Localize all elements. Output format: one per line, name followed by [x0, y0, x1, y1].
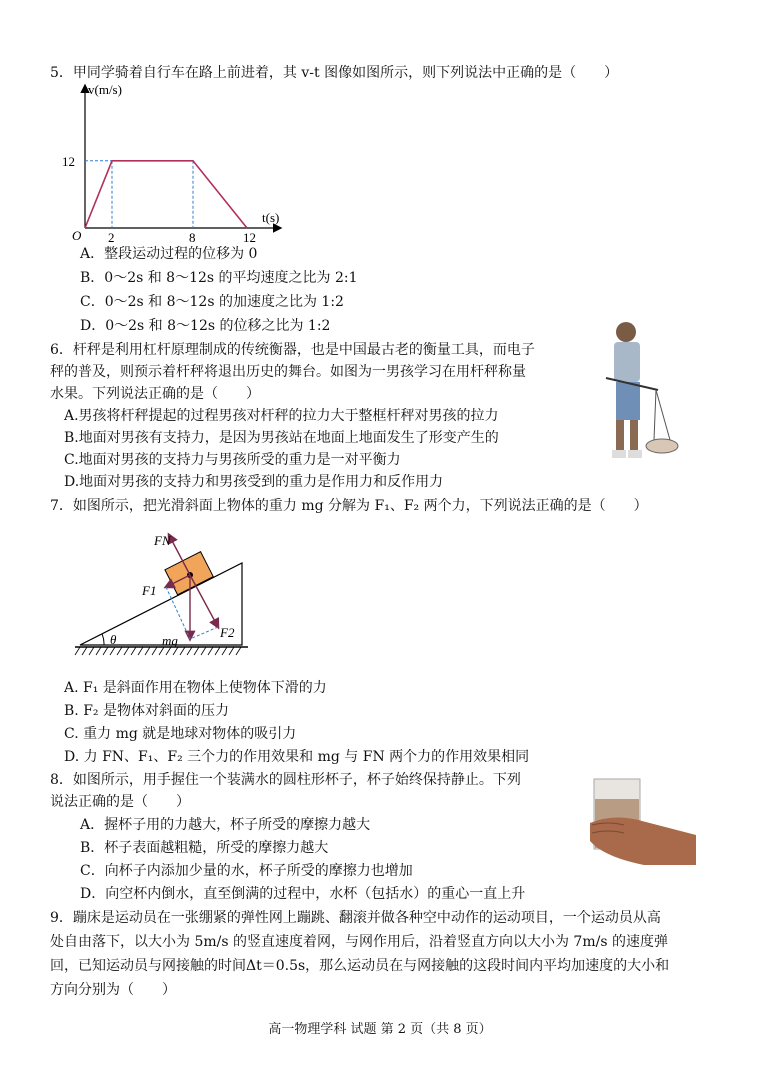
q9-stem-line-3: 回，已知运动员与网接触的时间Δt＝0.5s，那么运动员在与网接触的这段时间内平均加速度的大小和: [50, 958, 670, 974]
q6-option-c: C.地面对男孩的支持力与男孩所受的重力是一对平衡力: [64, 452, 401, 468]
x-tick-label: 8: [189, 230, 196, 245]
q7-stem: 7．如图所示，把光滑斜面上物体的重力 mg 分解为 F₁、F₂ 两个力，下列说法正确的是（ ）: [50, 498, 648, 514]
vt-graph: [60, 80, 290, 250]
f1-label: F1: [142, 583, 157, 598]
q8-option-b: B．杯子表面越粗糙，所受的摩擦力越大: [80, 840, 329, 856]
q6-stem-line-1: 6．杆秤是利用杠杆原理制成的传统衡器，也是中国最古老的衡量工具，而电子: [50, 342, 535, 358]
velocity-line: [85, 161, 247, 228]
q5-option-a: A．整段运动过程的位移为 0: [80, 246, 258, 262]
q8-option-d: D．向空杯内倒水，直至倒满的过程中，水杯（包括水）的重心一直上升: [80, 886, 526, 902]
q6-option-b: B.地面对男孩有支持力，是因为男孩站在地面上地面发生了形变产生的: [64, 430, 499, 446]
hand-holding-cup-photo: [584, 765, 704, 865]
fn-label: FN: [154, 533, 171, 548]
incline-force-diagram: [70, 525, 260, 665]
incline: [80, 563, 242, 645]
q7-option-b: B. F₂ 是物体对斜面的压力: [64, 703, 229, 719]
x-axis-label: t(s): [262, 210, 280, 225]
theta-label: θ: [110, 632, 117, 647]
q5-option-d: D．0～2s 和 8～12s 的位移之比为 1:2: [80, 318, 331, 334]
q7-option-d: D. 力 FN、F₁、F₂ 三个力的作用效果和 mg 与 FN 两个力的作用效果相同: [64, 749, 530, 765]
q8-stem-line-2: 说法正确的是（ ）: [50, 794, 190, 810]
q7-option-c: C. 重力 mg 就是地球对物体的吸引力: [64, 726, 297, 742]
q6-option-a: A.男孩将杆秤提起的过程男孩对杆秤的拉力大于整框杆秤对男孩的拉力: [64, 408, 499, 424]
q5-option-c: C．0～2s 和 8～12s 的加速度之比为 1:2: [80, 294, 344, 310]
q9-stem-line-2: 处自由落下，以大小为 5m/s 的竖直速度着网，与网作用后，沿着竖直方向以大小为 7m/s 的速度弹: [50, 934, 668, 950]
page-footer: 高一物理学科 试题 第 2 页（共 8 页）: [268, 1022, 492, 1037]
q5-option-b: B．0～2s 和 8～12s 的平均速度之比为 2:1: [80, 270, 358, 286]
q8-option-a: A．握杯子用的力越大，杯子所受的摩擦力越大: [80, 817, 371, 833]
q8-stem-line-1: 8．如图所示，用手握住一个装满水的圆柱形杯子，杯子始终保持静止。下列: [50, 772, 521, 788]
q9-stem-line-4: 方向分别为（ ）: [50, 982, 176, 998]
q8-option-c: C．向杯子内添加少量的水，杯子所受的摩擦力也增加: [80, 863, 413, 879]
q6-stem-line-2: 秤的普及，则预示着杆秤将退出历史的舞台。如图为一男孩学习在用杆秤称量: [50, 364, 526, 380]
boy-with-steelyard-photo: [596, 320, 696, 470]
q6-option-d: D.地面对男孩的支持力和男孩受到的重力是作用力和反作用力: [64, 474, 444, 490]
y-axis-label: v(m/s): [88, 82, 122, 97]
q7-option-a: A. F₁ 是斜面作用在物体上使物体下滑的力: [64, 680, 327, 696]
q6-stem-line-3: 水果。下列说法正确的是（ ）: [50, 386, 260, 402]
x-tick-label: 2: [108, 230, 115, 245]
y-tick-label: 12: [62, 153, 75, 169]
q5-stem: 5．甲同学骑着自行车在路上前进着，其 v-t 图像如图所示，则下列说法中正确的是（ ）: [50, 65, 619, 81]
x-tick-label: 12: [243, 230, 256, 245]
q9-stem-line-1: 9．蹦床是运动员在一张绷紧的弹性网上蹦跳、翻滚并做各种空中动作的运动项目，一个运动员从高: [50, 910, 661, 926]
mg-label: mg: [162, 633, 178, 648]
origin-label: O: [72, 228, 82, 243]
f2-label: F2: [220, 625, 235, 640]
